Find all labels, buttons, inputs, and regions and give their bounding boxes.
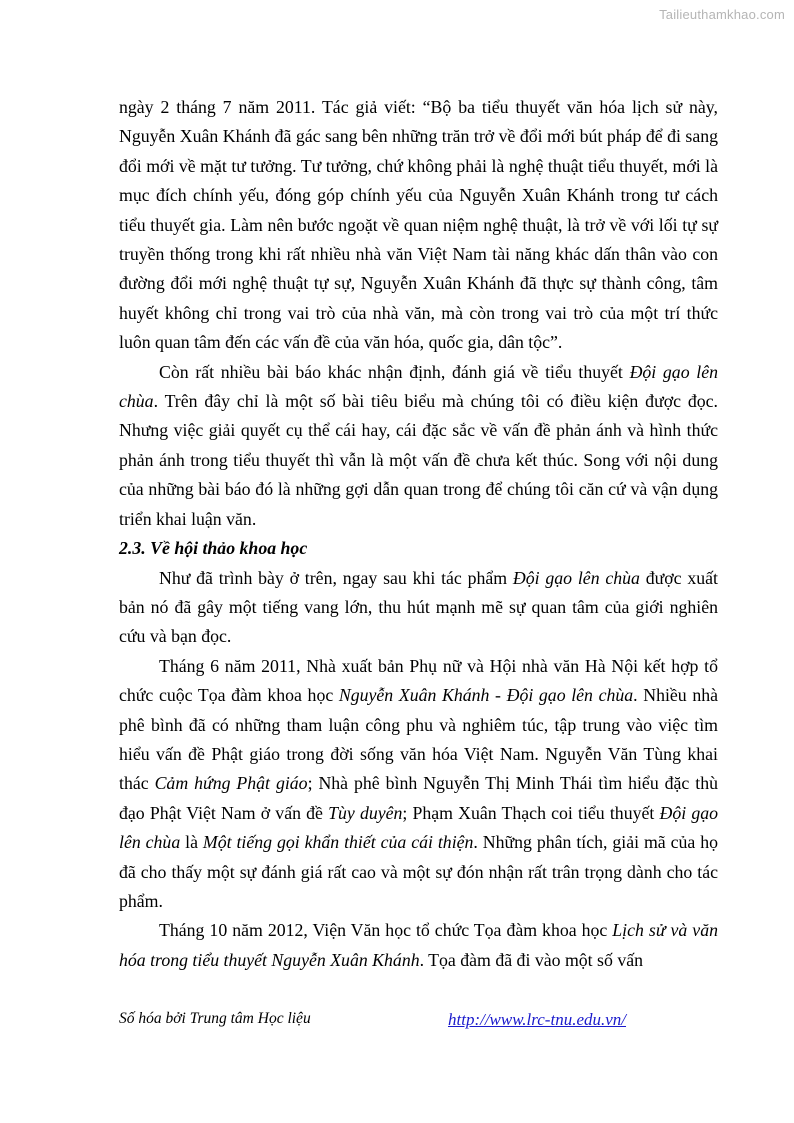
section-heading: 2.3. Về hội thảo khoa học (119, 538, 308, 559)
page-footer (119, 1010, 718, 1028)
text-run: Còn rất nhiều bài báo khác nhận định, đánh giá về tiểu thuyết (159, 361, 630, 382)
text-run: là (180, 832, 203, 853)
text-run: Tháng 6 năm 2011, Nhà xuất bản Phụ nữ và Hội nhà văn Hà Nội kết hợp tổ chức cuộc Tọa đàm khoa học (119, 655, 718, 706)
italic-title: Đội gạo lên chùa (119, 802, 718, 853)
paragraph-1: ngày 2 tháng 7 năm 2011. Tác giả viết: “Bộ ba tiểu thuyết văn hóa lịch sử này, Nguyễn Xuân Khánh đã gác sang bên những trăn trở về đổi mới bút pháp để đi sang đổi mới về mặt tư tưởng. Tư tưởng, chứ không phải là nghệ thuật tiểu thuyết, mới là mục đích chính yếu, đóng góp chính yếu của Nguyễn Xuân Khánh trong tư cách tiểu thuyết gia. Làm nên bước ngoặt về quan niệm nghệ thuật, là trở về với lối tự sự truyền thống trong khi rất nhiều nhà văn Việt Nam tài năng khác dấn thân vào con đường đổi mới nghệ thuật tự sự, Nguyễn Xuân Khánh đã thực sự thành công, tâm huyết không chỉ trong vai trò của nhà văn, mà còn trong vai trò của một trí thức luôn quan tâm đến các vấn đề của văn hóa, quốc gia, dân tộc”. (119, 97, 718, 353)
italic-title: Đội gạo lên chùa (512, 567, 640, 588)
paragraph-3 (119, 564, 718, 652)
paragraph-5 (119, 916, 718, 975)
text-run: được xuất bản nó đã gây một tiếng vang lớn, thu hút mạnh mẽ sự quan tâm của giới nghiên cứu và bạn đọc. (119, 567, 718, 647)
text-run: . Tọa đàm đã đi vào một số vấn (419, 949, 643, 970)
footer-credit: Số hóa bởi Trung tâm Học liệu (119, 1010, 311, 1027)
italic-title: Nguyễn Xuân Khánh - Đội gạo lên chùa (338, 685, 634, 706)
paragraph-2 (119, 358, 718, 534)
text-run: . Trên đây chỉ là một số bài tiêu biểu mà chúng tôi có điều kiện được đọc. Nhưng việc giải quyết cụ thể cái hay, cái đặc sắc về vấn đề phản ánh và hình thức phản ánh trong tiểu thuyết thì vẫn là một vấn đề chưa kết thúc. Song với nội dung của những bài báo đó là những gợi dẫn quan trong để chúng tôi căn cứ và vận dụng triển khai luận văn. (119, 391, 718, 529)
text-run: Tháng 10 năm 2012, Viện Văn học tổ chức Tọa đàm khoa học (159, 920, 613, 941)
text-run: . Những phân tích, giải mã của họ đã cho thấy một sự đánh giá rất cao và một sự đón nhận rất trân trọng dành cho tác phẩm. (119, 832, 719, 911)
text-run: Như đã trình bày ở trên, ngay sau khi tác phẩm (159, 567, 513, 588)
document-body (119, 93, 718, 975)
italic-title: Đội gạo lên chùa (119, 361, 718, 412)
italic-title: Một tiếng gọi khẩn thiết của cái thiện (202, 832, 474, 853)
italic-title: Cảm hứng Phật giáo (154, 773, 308, 794)
watermark-text: Tailieuthamkhao.com (659, 7, 785, 22)
text-run: ; Nhà phê bình Nguyễn Thị Minh Thái tìm hiểu đặc thù đạo Phật Việt Nam ở vấn đề (119, 773, 718, 823)
text-run: ; Phạm Xuân Thạch coi tiểu thuyết (402, 802, 660, 823)
footer-link[interactable]: http://www.lrc-tnu.edu.vn/ (448, 1010, 627, 1029)
paragraph-4 (119, 652, 718, 917)
italic-title: Lịch sử và văn hóa trong tiểu thuyết Nguyễn Xuân Khánh (119, 920, 718, 970)
text-run: . Nhiều nhà phê bình đã có những tham luận công phu và nghiêm túc, tập trung vào việc tìm hiểu vấn đề Phật giáo trong đời sống văn hóa Việt Nam. Nguyễn Văn Tùng khai thác (119, 685, 718, 794)
italic-title: Tùy duyên (328, 802, 403, 823)
